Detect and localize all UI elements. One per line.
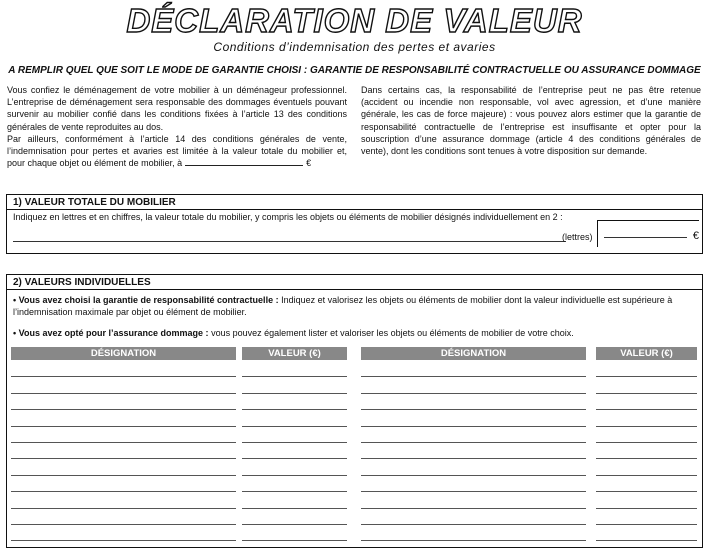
designation-header-left: DÉSIGNATION	[11, 347, 236, 360]
intro-right-paragraph: Dans certains cas, la responsabilité de l’entreprise peut ne pas être retenue (accident ou incendie non responsable, vol avec agression, et d’une manière générale, les cas de force majeure) : vous pouvez alors estimer que la garantie de responsabilité contractuelle de l’entreprise est insuffisante et opter pour la souscription d’une assurance dommage (article 4 des conditions générales de vente), dont les conditions sont tenues à votre disposition sur demande.	[361, 85, 701, 157]
lettres-label: (lettres)	[562, 232, 593, 242]
bullet-insurance: • Vous avez opté pour l’assurance dommage : vous pouvez également lister et valoriser les objets ou éléments de mobilier de votre choix.	[13, 328, 574, 338]
entry-line[interactable]	[361, 377, 586, 393]
entry-line[interactable]	[242, 377, 347, 393]
entry-line[interactable]	[11, 427, 236, 443]
valeur-rows-right[interactable]	[596, 361, 697, 541]
entry-line[interactable]	[361, 492, 586, 508]
total-value-figures-box[interactable]	[597, 220, 699, 247]
entry-line[interactable]	[596, 427, 697, 443]
entry-line[interactable]	[11, 361, 236, 377]
valeur-rows-left[interactable]	[242, 361, 347, 541]
entry-line[interactable]	[596, 377, 697, 393]
section-2-title: 2) VALEURS INDIVIDUELLES	[13, 277, 151, 288]
entry-line[interactable]	[361, 509, 586, 525]
entry-line[interactable]	[596, 492, 697, 508]
intro-right-column	[361, 84, 701, 157]
entry-line[interactable]	[361, 394, 586, 410]
divider	[7, 209, 702, 210]
section-1-title: 1) VALEUR TOTALE DU MOBILIER	[13, 197, 176, 208]
entry-line[interactable]	[242, 509, 347, 525]
entry-line[interactable]	[242, 410, 347, 426]
intro-left-paragraph-1: Vous confiez le déménagement de votre mobilier à un déménageur professionnel. L’entreprise de déménagement sera responsable des dommages éventuels pouvant survenir au mobilier confié dans les conditions fixées à l’article 13 des conditions générales de vente reproduites au dos.	[7, 85, 347, 132]
bullet-contractual: • Vous avez choisi la garantie de responsabilité contractuelle : Indiquez et valorisez les objets ou éléments de mobilier dont la valeur individuelle est supérieure à l’indemnisation maximale par objet ou élément de mobilier.	[13, 295, 673, 317]
designation-rows-right[interactable]	[361, 361, 586, 541]
entry-line[interactable]	[11, 377, 236, 393]
entry-line[interactable]	[242, 427, 347, 443]
entry-line[interactable]	[596, 361, 697, 377]
entry-line[interactable]	[242, 394, 347, 410]
entry-line[interactable]	[242, 525, 347, 541]
entry-line[interactable]	[361, 459, 586, 475]
entry-line[interactable]	[596, 394, 697, 410]
entry-line[interactable]	[11, 459, 236, 475]
entry-line[interactable]	[596, 525, 697, 541]
divider	[7, 289, 702, 290]
entry-line[interactable]	[11, 443, 236, 459]
section-individual-values	[6, 274, 703, 548]
document-subtitle: Conditions d’indemnisation des pertes et avaries	[213, 40, 496, 54]
entry-line[interactable]	[361, 476, 586, 492]
entry-line[interactable]	[11, 525, 236, 541]
entry-line[interactable]	[596, 443, 697, 459]
entry-line[interactable]	[242, 443, 347, 459]
entry-line[interactable]	[361, 410, 586, 426]
entry-line[interactable]	[596, 459, 697, 475]
total-value-figures-line	[604, 237, 687, 238]
entry-line[interactable]	[242, 361, 347, 377]
entry-line[interactable]	[596, 476, 697, 492]
entry-line[interactable]	[242, 459, 347, 475]
instruction-header: A REMPLIR QUEL QUE SOIT LE MODE DE GARANTIE CHOISI : GARANTIE DE RESPONSABILITÉ CONTRACTUELLE OU ASSURANCE DOMMAGE	[8, 65, 701, 76]
intro-left-column	[7, 84, 347, 169]
section-1-instruction: Indiquez en lettres et en chiffres, la valeur totale du mobilier, y compris les objets ou éléments de mobilier désignés individuellement en 2 :	[13, 212, 563, 222]
entry-line[interactable]	[242, 492, 347, 508]
entry-line[interactable]	[361, 361, 586, 377]
total-value-words-field[interactable]	[13, 227, 566, 242]
entry-line[interactable]	[361, 525, 586, 541]
entry-line[interactable]	[596, 410, 697, 426]
designation-header-right: DÉSIGNATION	[361, 347, 586, 360]
valeur-header-right: VALEUR (€)	[596, 347, 697, 360]
entry-line[interactable]	[11, 476, 236, 492]
entry-line[interactable]	[596, 509, 697, 525]
entry-line[interactable]	[11, 410, 236, 426]
valeur-header-left: VALEUR (€)	[242, 347, 347, 360]
designation-rows-left[interactable]	[11, 361, 236, 541]
entry-line[interactable]	[11, 509, 236, 525]
euro-symbol: €	[692, 230, 699, 242]
entry-line[interactable]	[361, 427, 586, 443]
entry-line[interactable]	[361, 443, 586, 459]
entry-line[interactable]	[11, 394, 236, 410]
max-indemnity-field[interactable]	[185, 157, 303, 166]
intro-left-paragraph-2: Par ailleurs, conformément à l’article 14 des conditions générales de vente, l’indemnisation pour pertes et avaries est limitée à la valeur totale du mobilier et, pour chaque objet ou élément de mobilier, à €	[7, 133, 347, 169]
entry-line[interactable]	[242, 476, 347, 492]
section-total-value	[6, 194, 703, 254]
document-title: DÉCLARATION DE VALEUR	[126, 2, 583, 39]
entry-line[interactable]	[11, 492, 236, 508]
